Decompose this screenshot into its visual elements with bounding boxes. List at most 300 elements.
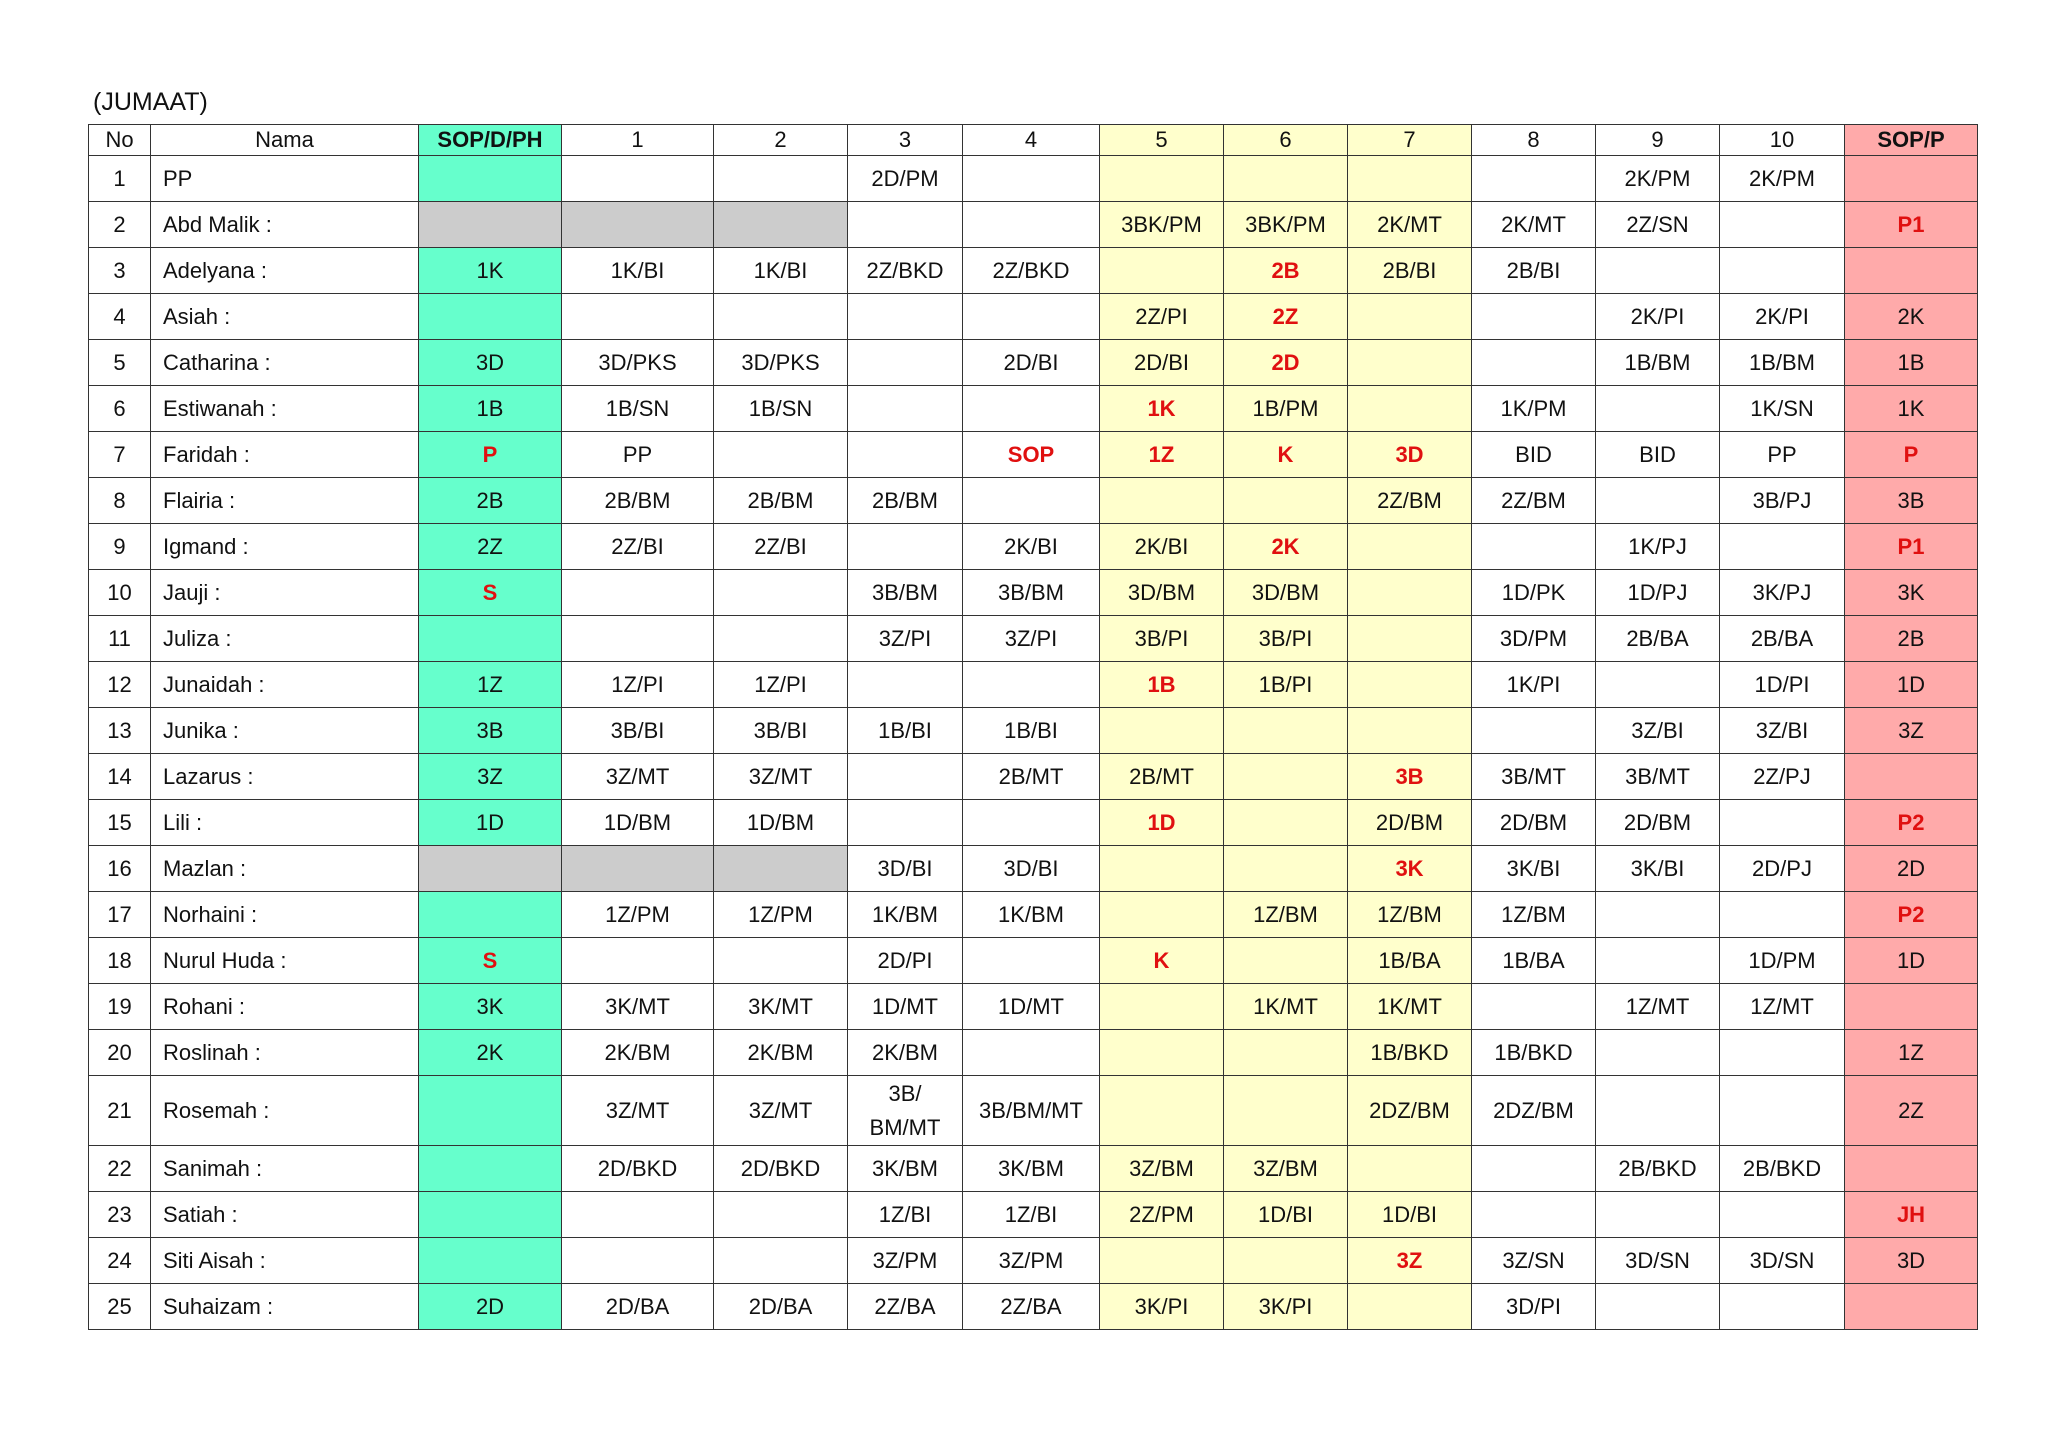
period-4-cell: 1Z/BI xyxy=(963,1192,1100,1238)
period-2-cell: 2D/BA xyxy=(714,1284,848,1330)
teacher-name: Lazarus : xyxy=(151,754,419,800)
period-2-cell: 1B/SN xyxy=(714,386,848,432)
period-7-cell: 2DZ/BM xyxy=(1348,1076,1472,1146)
teacher-name: Igmand : xyxy=(151,524,419,570)
sop-d-ph-cell: 2Z xyxy=(419,524,562,570)
period-2-cell xyxy=(714,616,848,662)
period-10-cell: 2B/BKD xyxy=(1720,1146,1845,1192)
teacher-name: Lili : xyxy=(151,800,419,846)
period-8-cell xyxy=(1472,340,1596,386)
table-row xyxy=(89,984,1978,1030)
teacher-name: Sanimah : xyxy=(151,1146,419,1192)
period-2-cell xyxy=(714,202,848,248)
period-7-cell: 2D/BM xyxy=(1348,800,1472,846)
period-9-cell: 1Z/MT xyxy=(1596,984,1720,1030)
teacher-name: Catharina : xyxy=(151,340,419,386)
period-8-cell: 3D/PM xyxy=(1472,616,1596,662)
period-10-cell: 3D/SN xyxy=(1720,1238,1845,1284)
header-period-9: 9 xyxy=(1596,125,1720,156)
period-7-cell xyxy=(1348,616,1472,662)
period-3-cell: 2D/PI xyxy=(848,938,963,984)
period-6-cell: 2K xyxy=(1224,524,1348,570)
period-1-cell xyxy=(562,570,714,616)
period-1-cell: 1Z/PI xyxy=(562,662,714,708)
period-5-cell xyxy=(1100,984,1224,1030)
period-6-cell: 3BK/PM xyxy=(1224,202,1348,248)
row-number: 7 xyxy=(89,432,151,478)
table-row xyxy=(89,294,1978,340)
table-row xyxy=(89,662,1978,708)
period-10-cell xyxy=(1720,1192,1845,1238)
sop-p-cell: 3Z xyxy=(1845,708,1978,754)
period-8-cell xyxy=(1472,984,1596,1030)
header-sop-p: SOP/P xyxy=(1845,125,1978,156)
period-2-cell: 2B/BM xyxy=(714,478,848,524)
period-5-cell xyxy=(1100,478,1224,524)
period-8-cell: 3Z/SN xyxy=(1472,1238,1596,1284)
period-6-cell: 3K/PI xyxy=(1224,1284,1348,1330)
period-1-cell: 2D/BKD xyxy=(562,1146,714,1192)
period-6-cell xyxy=(1224,1030,1348,1076)
period-7-cell xyxy=(1348,662,1472,708)
row-number: 17 xyxy=(89,892,151,938)
period-4-cell: 1B/BI xyxy=(963,708,1100,754)
period-2-cell xyxy=(714,1192,848,1238)
period-1-cell xyxy=(562,616,714,662)
period-2-cell: 3B/BI xyxy=(714,708,848,754)
period-1-cell: 2Z/BI xyxy=(562,524,714,570)
period-4-cell: 1K/BM xyxy=(963,892,1100,938)
sop-p-cell: 1D xyxy=(1845,662,1978,708)
period-1-cell: 3D/PKS xyxy=(562,340,714,386)
sop-p-cell: 3B xyxy=(1845,478,1978,524)
table-row xyxy=(89,156,1978,202)
period-6-cell xyxy=(1224,1238,1348,1284)
period-4-cell xyxy=(963,662,1100,708)
period-8-cell: 3D/PI xyxy=(1472,1284,1596,1330)
sop-p-cell xyxy=(1845,156,1978,202)
period-6-cell: 3D/BM xyxy=(1224,570,1348,616)
period-2-cell xyxy=(714,432,848,478)
teacher-name: Rohani : xyxy=(151,984,419,1030)
sop-d-ph-cell: 3B xyxy=(419,708,562,754)
period-3-cell: 2K/BM xyxy=(848,1030,963,1076)
period-10-cell xyxy=(1720,892,1845,938)
period-8-cell: 3B/MT xyxy=(1472,754,1596,800)
table-row xyxy=(89,524,1978,570)
period-8-cell: 2Z/BM xyxy=(1472,478,1596,524)
period-6-cell: K xyxy=(1224,432,1348,478)
table-row xyxy=(89,1076,1978,1146)
period-8-cell xyxy=(1472,156,1596,202)
sop-p-cell: 3K xyxy=(1845,570,1978,616)
sop-d-ph-cell: 1B xyxy=(419,386,562,432)
period-3-cell: 2B/BM xyxy=(848,478,963,524)
sop-p-cell: P2 xyxy=(1845,800,1978,846)
period-7-cell: 1K/MT xyxy=(1348,984,1472,1030)
header-sop-d-ph: SOP/D/PH xyxy=(419,125,562,156)
table-row xyxy=(89,708,1978,754)
period-2-cell: 1Z/PI xyxy=(714,662,848,708)
period-2-cell xyxy=(714,294,848,340)
period-9-cell: BID xyxy=(1596,432,1720,478)
period-9-cell xyxy=(1596,1284,1720,1330)
period-1-cell: 2B/BM xyxy=(562,478,714,524)
period-3-cell: 2D/PM xyxy=(848,156,963,202)
period-3-cell: 1B/BI xyxy=(848,708,963,754)
period-6-cell: 2Z xyxy=(1224,294,1348,340)
period-2-cell: 3Z/MT xyxy=(714,1076,848,1146)
period-4-cell: 3B/BM/MT xyxy=(963,1076,1100,1146)
table-row xyxy=(89,754,1978,800)
period-2-cell xyxy=(714,938,848,984)
row-number: 16 xyxy=(89,846,151,892)
period-9-cell xyxy=(1596,1192,1720,1238)
table-row xyxy=(89,616,1978,662)
period-4-cell: 3Z/PM xyxy=(963,1238,1100,1284)
row-number: 13 xyxy=(89,708,151,754)
period-8-cell xyxy=(1472,708,1596,754)
row-number: 1 xyxy=(89,156,151,202)
sop-p-cell: 1D xyxy=(1845,938,1978,984)
sop-p-cell: P2 xyxy=(1845,892,1978,938)
period-6-cell: 3Z/BM xyxy=(1224,1146,1348,1192)
period-8-cell: BID xyxy=(1472,432,1596,478)
period-7-cell: 2B/BI xyxy=(1348,248,1472,294)
period-8-cell xyxy=(1472,1192,1596,1238)
period-7-cell xyxy=(1348,386,1472,432)
period-2-cell: 1D/BM xyxy=(714,800,848,846)
period-9-cell: 1B/BM xyxy=(1596,340,1720,386)
period-6-cell: 2D xyxy=(1224,340,1348,386)
sop-d-ph-cell: 2D xyxy=(419,1284,562,1330)
period-6-cell xyxy=(1224,156,1348,202)
sop-p-cell: 2Z xyxy=(1845,1076,1978,1146)
period-7-cell xyxy=(1348,524,1472,570)
period-7-cell xyxy=(1348,1284,1472,1330)
period-5-cell: 1Z xyxy=(1100,432,1224,478)
period-8-cell: 2K/MT xyxy=(1472,202,1596,248)
period-8-cell: 2D/BM xyxy=(1472,800,1596,846)
table-row xyxy=(89,386,1978,432)
period-2-cell: 3Z/MT xyxy=(714,754,848,800)
teacher-name: Norhaini : xyxy=(151,892,419,938)
sop-p-cell: 2B xyxy=(1845,616,1978,662)
period-7-cell: 1Z/BM xyxy=(1348,892,1472,938)
period-4-cell: 3K/BM xyxy=(963,1146,1100,1192)
period-8-cell xyxy=(1472,1146,1596,1192)
period-5-cell xyxy=(1100,248,1224,294)
period-8-cell: 2DZ/BM xyxy=(1472,1076,1596,1146)
period-2-cell: 1Z/PM xyxy=(714,892,848,938)
period-10-cell xyxy=(1720,1076,1845,1146)
period-3-cell: 3B/ BM/MT xyxy=(848,1076,963,1146)
sop-p-cell: P xyxy=(1845,432,1978,478)
period-3-cell xyxy=(848,340,963,386)
table-row xyxy=(89,570,1978,616)
period-7-cell xyxy=(1348,340,1472,386)
period-2-cell: 3K/MT xyxy=(714,984,848,1030)
period-1-cell: 1K/BI xyxy=(562,248,714,294)
period-2-cell xyxy=(714,570,848,616)
period-8-cell: 1B/BKD xyxy=(1472,1030,1596,1076)
period-3-cell xyxy=(848,386,963,432)
period-3-cell xyxy=(848,432,963,478)
period-7-cell: 1D/BI xyxy=(1348,1192,1472,1238)
sop-d-ph-cell xyxy=(419,294,562,340)
period-10-cell: 2D/PJ xyxy=(1720,846,1845,892)
period-4-cell xyxy=(963,156,1100,202)
teacher-name: Juliza : xyxy=(151,616,419,662)
header-period-10: 10 xyxy=(1720,125,1845,156)
table-row xyxy=(89,432,1978,478)
period-3-cell: 2Z/BA xyxy=(848,1284,963,1330)
table-row xyxy=(89,800,1978,846)
period-6-cell: 1B/PM xyxy=(1224,386,1348,432)
period-6-cell: 3B/PI xyxy=(1224,616,1348,662)
table-row xyxy=(89,1146,1978,1192)
header-period-7: 7 xyxy=(1348,125,1472,156)
period-4-cell xyxy=(963,202,1100,248)
period-9-cell: 3B/MT xyxy=(1596,754,1720,800)
period-10-cell: 2B/BA xyxy=(1720,616,1845,662)
sop-p-cell: P1 xyxy=(1845,202,1978,248)
period-1-cell: 3Z/MT xyxy=(562,754,714,800)
header-period-8: 8 xyxy=(1472,125,1596,156)
period-9-cell: 1D/PJ xyxy=(1596,570,1720,616)
timetable xyxy=(88,124,1978,1330)
teacher-name: PP xyxy=(151,156,419,202)
period-1-cell: 1D/BM xyxy=(562,800,714,846)
period-4-cell: 3B/BM xyxy=(963,570,1100,616)
period-10-cell xyxy=(1720,1030,1845,1076)
period-1-cell: 2D/BA xyxy=(562,1284,714,1330)
sop-d-ph-cell: P xyxy=(419,432,562,478)
row-number: 5 xyxy=(89,340,151,386)
period-4-cell: 2B/MT xyxy=(963,754,1100,800)
sop-p-cell xyxy=(1845,754,1978,800)
period-6-cell xyxy=(1224,708,1348,754)
row-number: 21 xyxy=(89,1076,151,1146)
period-4-cell: 2D/BI xyxy=(963,340,1100,386)
period-1-cell: 2K/BM xyxy=(562,1030,714,1076)
period-3-cell xyxy=(848,524,963,570)
sop-d-ph-cell: 2B xyxy=(419,478,562,524)
period-3-cell: 3K/BM xyxy=(848,1146,963,1192)
table-row xyxy=(89,202,1978,248)
sop-d-ph-cell: S xyxy=(419,570,562,616)
period-9-cell xyxy=(1596,478,1720,524)
header-period-6: 6 xyxy=(1224,125,1348,156)
sop-p-cell: 1K xyxy=(1845,386,1978,432)
period-7-cell xyxy=(1348,570,1472,616)
period-1-cell: PP xyxy=(562,432,714,478)
period-3-cell xyxy=(848,754,963,800)
sop-d-ph-cell xyxy=(419,202,562,248)
sop-d-ph-cell xyxy=(419,1238,562,1284)
row-number: 4 xyxy=(89,294,151,340)
period-5-cell: 3K/PI xyxy=(1100,1284,1224,1330)
period-1-cell xyxy=(562,156,714,202)
period-3-cell: 1K/BM xyxy=(848,892,963,938)
period-8-cell: 1K/PI xyxy=(1472,662,1596,708)
row-number: 14 xyxy=(89,754,151,800)
sop-d-ph-cell: 1Z xyxy=(419,662,562,708)
period-5-cell: 1B xyxy=(1100,662,1224,708)
period-10-cell xyxy=(1720,202,1845,248)
header-period-5: 5 xyxy=(1100,125,1224,156)
period-5-cell: 3D/BM xyxy=(1100,570,1224,616)
period-9-cell: 3K/BI xyxy=(1596,846,1720,892)
sop-d-ph-cell: 1K xyxy=(419,248,562,294)
period-5-cell xyxy=(1100,846,1224,892)
period-1-cell: 3Z/MT xyxy=(562,1076,714,1146)
period-10-cell: PP xyxy=(1720,432,1845,478)
period-10-cell: 1K/SN xyxy=(1720,386,1845,432)
period-5-cell: 1D xyxy=(1100,800,1224,846)
period-7-cell xyxy=(1348,156,1472,202)
header-row xyxy=(89,125,1978,156)
row-number: 20 xyxy=(89,1030,151,1076)
period-6-cell: 1Z/BM xyxy=(1224,892,1348,938)
sop-p-cell xyxy=(1845,248,1978,294)
teacher-name: Nurul Huda : xyxy=(151,938,419,984)
row-number: 6 xyxy=(89,386,151,432)
period-2-cell xyxy=(714,1238,848,1284)
row-number: 11 xyxy=(89,616,151,662)
period-8-cell: 3K/BI xyxy=(1472,846,1596,892)
period-1-cell xyxy=(562,202,714,248)
sop-p-cell xyxy=(1845,1146,1978,1192)
period-7-cell: 1B/BKD xyxy=(1348,1030,1472,1076)
period-4-cell: 3Z/PI xyxy=(963,616,1100,662)
period-10-cell: 2K/PI xyxy=(1720,294,1845,340)
period-1-cell: 1Z/PM xyxy=(562,892,714,938)
period-5-cell: K xyxy=(1100,938,1224,984)
period-9-cell xyxy=(1596,248,1720,294)
row-number: 2 xyxy=(89,202,151,248)
page-title: (JUMAAT) xyxy=(93,88,208,116)
period-10-cell: 1D/PM xyxy=(1720,938,1845,984)
period-7-cell xyxy=(1348,294,1472,340)
row-number: 24 xyxy=(89,1238,151,1284)
sop-d-ph-cell: 3D xyxy=(419,340,562,386)
period-5-cell: 2Z/PI xyxy=(1100,294,1224,340)
period-2-cell: 2D/BKD xyxy=(714,1146,848,1192)
teacher-name: Jauji : xyxy=(151,570,419,616)
table-row xyxy=(89,938,1978,984)
period-9-cell xyxy=(1596,1076,1720,1146)
teacher-name: Suhaizam : xyxy=(151,1284,419,1330)
teacher-name: Satiah : xyxy=(151,1192,419,1238)
period-9-cell: 3D/SN xyxy=(1596,1238,1720,1284)
period-2-cell: 2K/BM xyxy=(714,1030,848,1076)
period-6-cell: 1K/MT xyxy=(1224,984,1348,1030)
period-4-cell: SOP xyxy=(963,432,1100,478)
period-5-cell xyxy=(1100,892,1224,938)
period-6-cell xyxy=(1224,754,1348,800)
sop-p-cell: 3D xyxy=(1845,1238,1978,1284)
period-7-cell xyxy=(1348,708,1472,754)
period-4-cell: 3D/BI xyxy=(963,846,1100,892)
period-9-cell: 2B/BA xyxy=(1596,616,1720,662)
period-3-cell: 1Z/BI xyxy=(848,1192,963,1238)
period-9-cell: 2Z/SN xyxy=(1596,202,1720,248)
period-7-cell: 3Z xyxy=(1348,1238,1472,1284)
period-5-cell: 2D/BI xyxy=(1100,340,1224,386)
period-1-cell xyxy=(562,938,714,984)
period-10-cell: 2K/PM xyxy=(1720,156,1845,202)
period-8-cell: 1K/PM xyxy=(1472,386,1596,432)
period-4-cell xyxy=(963,800,1100,846)
period-6-cell xyxy=(1224,478,1348,524)
period-5-cell: 3Z/BM xyxy=(1100,1146,1224,1192)
period-3-cell: 3Z/PM xyxy=(848,1238,963,1284)
period-7-cell: 1B/BA xyxy=(1348,938,1472,984)
period-1-cell: 3K/MT xyxy=(562,984,714,1030)
table-row xyxy=(89,248,1978,294)
table-row xyxy=(89,1030,1978,1076)
sop-p-cell: 1B xyxy=(1845,340,1978,386)
period-10-cell xyxy=(1720,524,1845,570)
row-number: 25 xyxy=(89,1284,151,1330)
teacher-name: Estiwanah : xyxy=(151,386,419,432)
period-3-cell: 3B/BM xyxy=(848,570,963,616)
row-number: 10 xyxy=(89,570,151,616)
sop-d-ph-cell: 3Z xyxy=(419,754,562,800)
sop-d-ph-cell xyxy=(419,156,562,202)
period-10-cell: 3K/PJ xyxy=(1720,570,1845,616)
period-9-cell: 2D/BM xyxy=(1596,800,1720,846)
period-1-cell xyxy=(562,294,714,340)
row-number: 22 xyxy=(89,1146,151,1192)
period-4-cell xyxy=(963,386,1100,432)
period-7-cell xyxy=(1348,1146,1472,1192)
period-9-cell xyxy=(1596,938,1720,984)
teacher-name: Siti Aisah : xyxy=(151,1238,419,1284)
period-5-cell: 3BK/PM xyxy=(1100,202,1224,248)
header-period-1: 1 xyxy=(562,125,714,156)
sop-p-cell: 2D xyxy=(1845,846,1978,892)
header-period-2: 2 xyxy=(714,125,848,156)
row-number: 12 xyxy=(89,662,151,708)
period-9-cell xyxy=(1596,662,1720,708)
period-9-cell xyxy=(1596,892,1720,938)
period-9-cell: 2K/PI xyxy=(1596,294,1720,340)
period-8-cell: 1D/PK xyxy=(1472,570,1596,616)
sop-d-ph-cell xyxy=(419,1192,562,1238)
row-number: 3 xyxy=(89,248,151,294)
period-5-cell xyxy=(1100,156,1224,202)
sop-p-cell xyxy=(1845,1284,1978,1330)
sop-p-cell: 2K xyxy=(1845,294,1978,340)
sop-p-cell: P1 xyxy=(1845,524,1978,570)
period-3-cell xyxy=(848,294,963,340)
teacher-name: Rosemah : xyxy=(151,1076,419,1146)
teacher-name: Faridah : xyxy=(151,432,419,478)
period-4-cell: 2Z/BKD xyxy=(963,248,1100,294)
period-1-cell xyxy=(562,846,714,892)
header-no: No xyxy=(89,125,151,156)
teacher-name: Roslinah : xyxy=(151,1030,419,1076)
period-7-cell: 2Z/BM xyxy=(1348,478,1472,524)
period-1-cell xyxy=(562,1192,714,1238)
row-number: 8 xyxy=(89,478,151,524)
period-2-cell: 2Z/BI xyxy=(714,524,848,570)
period-6-cell: 2B xyxy=(1224,248,1348,294)
teacher-name: Mazlan : xyxy=(151,846,419,892)
period-4-cell xyxy=(963,1030,1100,1076)
